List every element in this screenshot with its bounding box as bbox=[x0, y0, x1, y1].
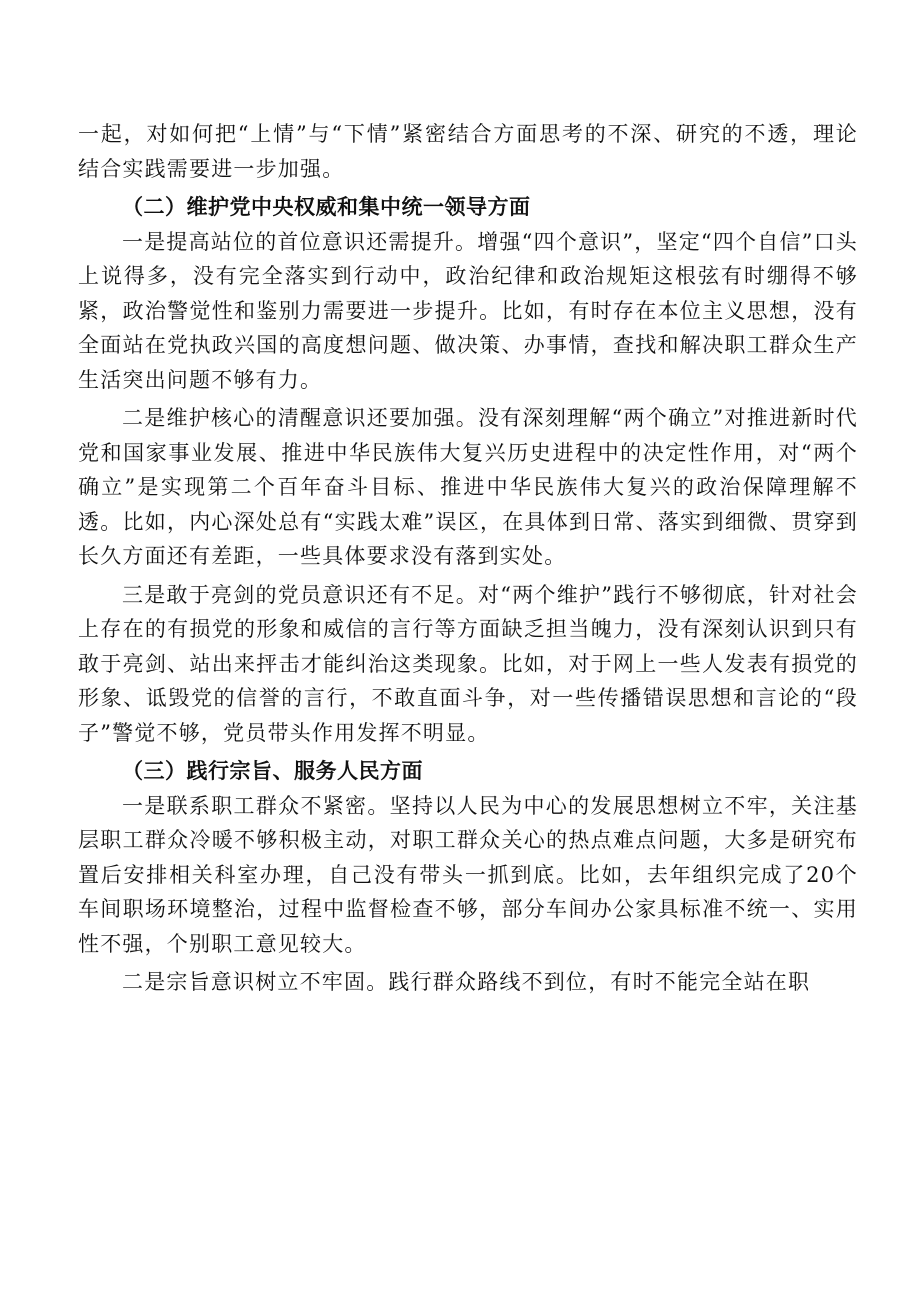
section-heading-3: （三）践行宗旨、服务人民方面 bbox=[122, 759, 423, 783]
paragraph-4: 一是联系职工群众不紧密。坚持以人民为中心的发展思想树立不牢，关注基层职工群众冷暖不够积极主动，对职工群众关心的热点难点问题，大多是研究布置后安排相关科室办理，自己没有带头一抓到底。比如，去年组织完成了20个车间职场环境整治，过程中监督检查不够，部分车间办公家具标准不统一、实用性不强，个别职工意见较大。 bbox=[78, 793, 858, 956]
paragraph-3: 三是敢于亮剑的党员意识还有不足。对“两个维护”践行不够彻底，针对社会上存在的有损党的形象和威信的言行等方面缺乏担当魄力，没有深刻认识到只有敢于亮剑、站出来抨击才能纠治这类现象。比如，对于网上一些人发表有损党的形象、诋毁党的信誉的言行，不敢直面斗争，对一些传播错误思想和言论的“段子”警觉不够，党员带头作用发挥不明显。 bbox=[78, 582, 858, 745]
paragraph-1: 一是提高站位的首位意识还需提升。增强“四个意识”，坚定“四个自信”口头上说得多，没有完全落实到行动中，政治纪律和政治规矩这根弦有时绷得不够紧，政治警觉性和鉴别力需要进一步提升。比如，有时存在本位主义思想，没有全面站在党执政兴国的高度想问题、做决策、办事情，查找和解决职工群众生产生活突出问题不够有力。 bbox=[78, 229, 858, 392]
paragraph-2: 二是维护核心的清醒意识还要加强。没有深刻理解“两个确立”对推进新时代党和国家事业发展、推进中华民族伟大复兴历史进程中的决定性作用，对“两个确立”是实现第二个百年奋斗目标、推进中华民族伟大复兴的政治保障理解不透。比如，内心深处总有“实践太难”误区，在具体到日常、落实到细微、贯穿到长久方面还有差距，一些具体要求没有落到实处。 bbox=[78, 406, 858, 568]
section-heading-2: （二）维护党中央权威和集中统一领导方面 bbox=[122, 195, 531, 219]
paragraph-continuation: 一起，对如何把“上情”与“下情”紧密结合方面思考的不深、研究的不透，理论结合实践需要进一步加强。 bbox=[78, 122, 858, 181]
paragraph-5: 二是宗旨意识树立不牢固。践行群众路线不到位，有时不能完全站在职 bbox=[122, 970, 811, 994]
